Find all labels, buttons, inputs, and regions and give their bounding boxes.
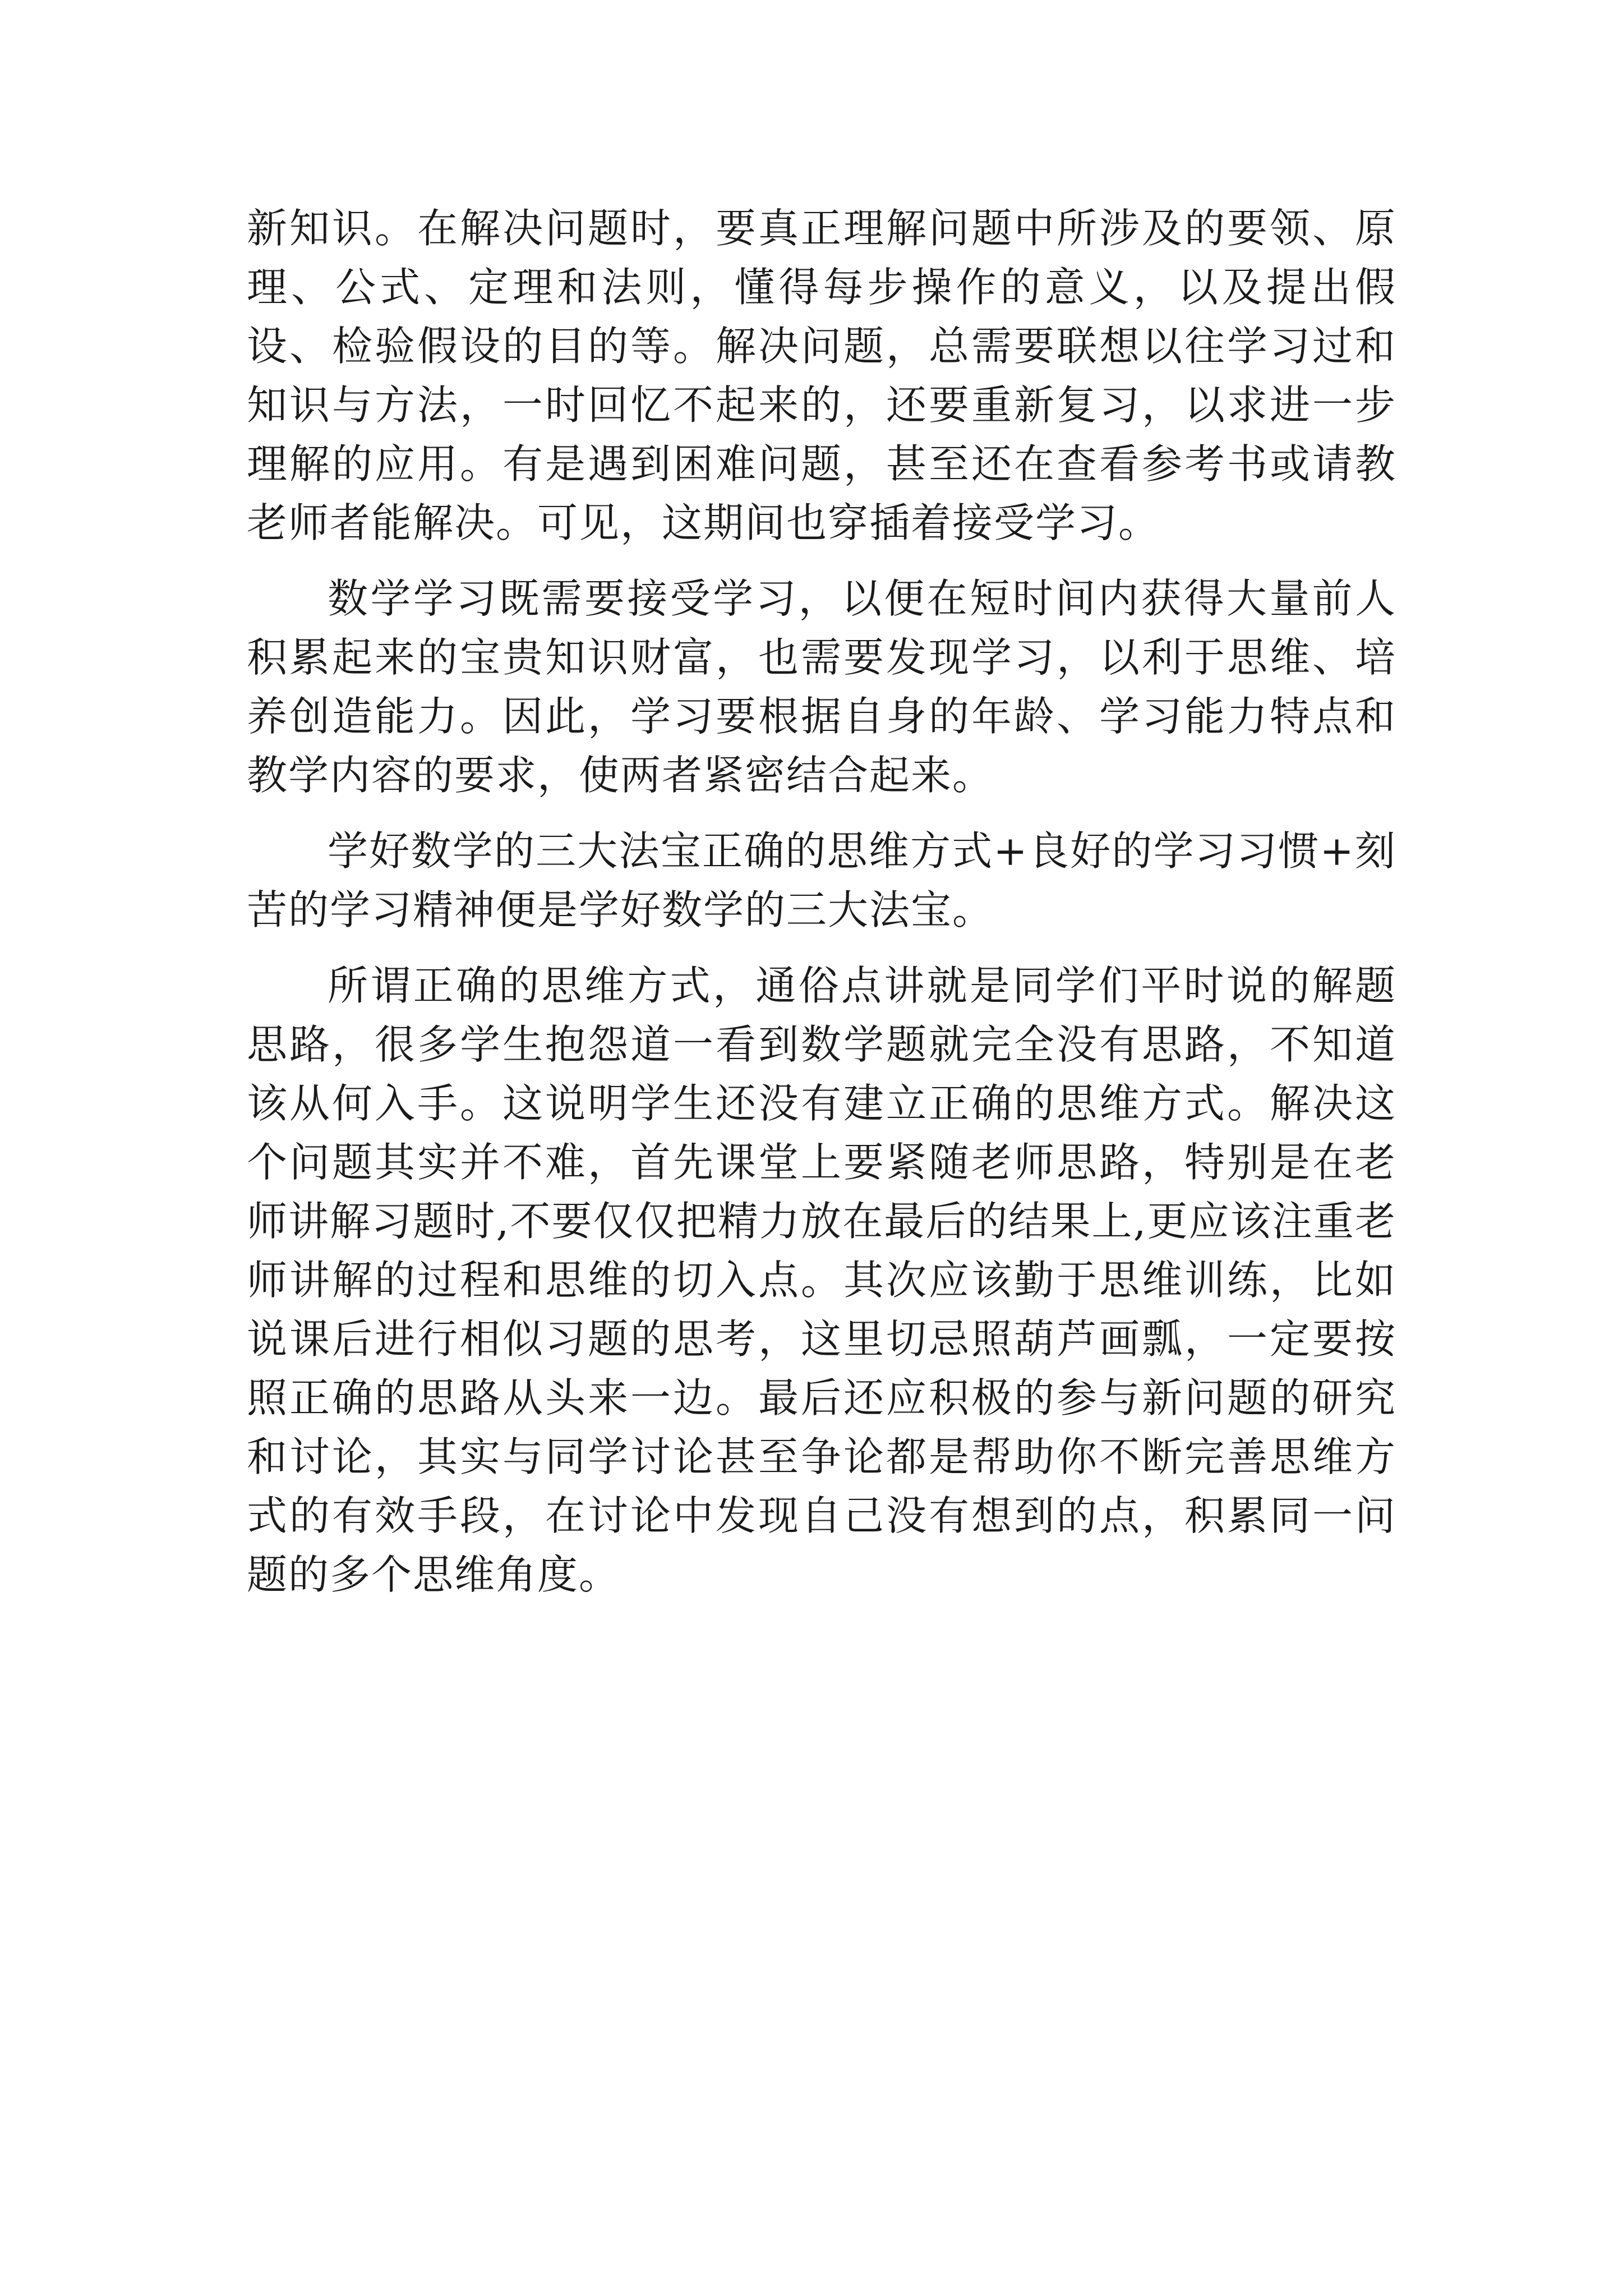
paragraph-thinking-method: 所谓正确的思维方式，通俗点讲就是同学们平时说的解题思路，很多学生抱怨道一看到数学题就完全没有思路，不知道该从何入手。这说明学生还没有建立正确的思维方式。解决这个问题其实并不难，首先课堂上要紧随老师思路，特别是在老师讲解习题时,不要仅仅把精力放在最后的结果上,更应该注重老师讲解的过程和思维的切入点。其次应该勤于思维训练，比如说课后进行相似习题的思考，这里切忌照葫芦画瓢，一定要按照正确的思路从头来一边。最后还应积极的参与新问题的研究和讨论，其实与同学讨论甚至争论都是帮助你不断完善思维方式的有效手段，在讨论中发现自己没有想到的点，积累同一问题的多个思维角度。: [247, 962, 1396, 1598]
paragraph-three-treasures: 学好数学的三大法宝正确的思维方式+良好的学习习惯+刻苦的学习精神便是学好数学的三大法宝。: [247, 827, 1396, 933]
document-body: [247, 199, 1396, 1621]
paragraph-learning-methods: 数学学习既需要接受学习，以便在短时间内获得大量前人积累起来的宝贵知识财富，也需要发现学习，以利于思维、培养创造能力。因此，学习要根据自身的年龄、学习能力特点和教学内容的要求，使两者紧密结合起来。: [247, 575, 1396, 799]
paragraph-continued: 新知识。在解决问题时，要真正理解问题中所涉及的要领、原理、公式、定理和法则，懂得每步操作的意义，以及提出假设、检验假设的目的等。解决问题，总需要联想以往学习过和知识与方法，一时回忆不起来的，还要重新复习，以求进一步理解的应用。有是遇到困难问题，甚至还在查看参考书或请教老师者能解决。可见，这期间也穿插着接受学习。: [247, 205, 1396, 546]
